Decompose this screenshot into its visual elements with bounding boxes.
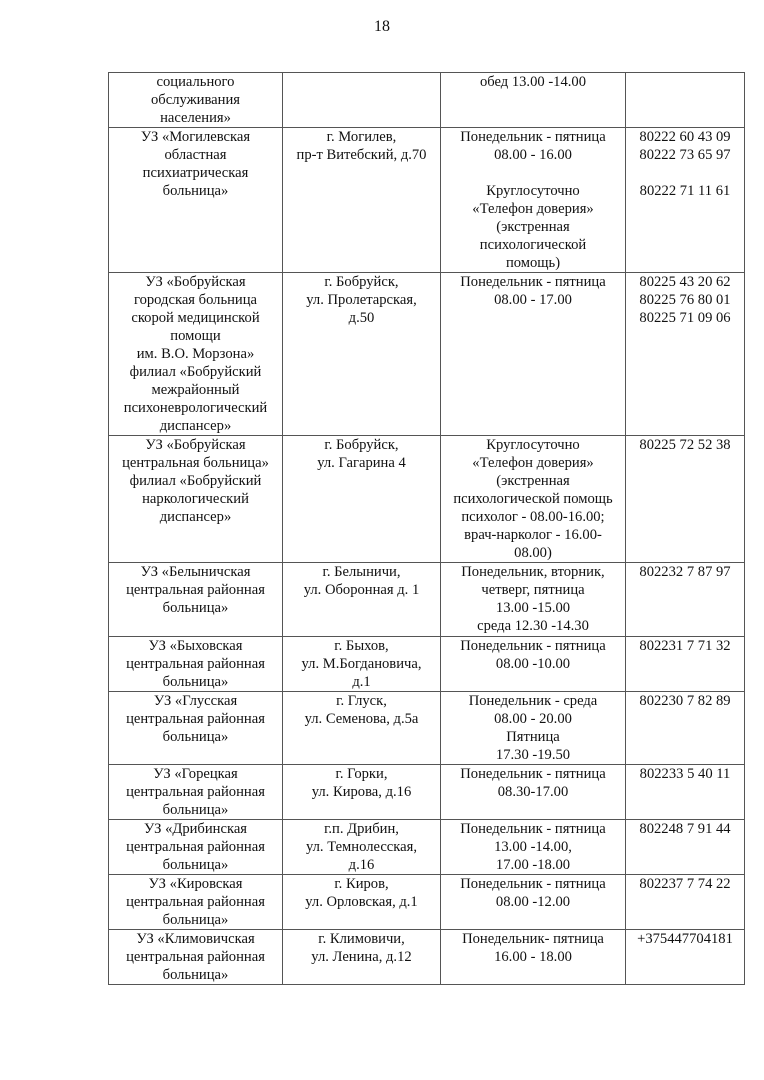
hours-cell: Понедельник - пятница 08.00 -10.00 bbox=[441, 637, 626, 692]
hours-cell: Понедельник - среда 08.00 - 20.00 Пятница 17.30 -19.50 bbox=[441, 692, 626, 765]
org-cell: УЗ «Могилевская областная психиатрическая больница» bbox=[109, 128, 283, 273]
hours-cell: Круглосуточно «Телефон доверия» (экстренная психологической помощь психолог - 08.00-16.00; врач-нарколог - 16.00- 08.00) bbox=[441, 436, 626, 563]
table-row bbox=[109, 436, 745, 563]
address-cell bbox=[283, 73, 441, 128]
org-cell: УЗ «Белыничская центральная районная больница» bbox=[109, 563, 283, 637]
phones-cell: 80225 72 52 38 bbox=[626, 436, 745, 563]
address-cell: г. Быхов, ул. М.Богдановича, д.1 bbox=[283, 637, 441, 692]
org-cell: УЗ «Кировская центральная районная больница» bbox=[109, 875, 283, 930]
phones-cell: 80222 60 43 09 80222 73 65 97 80222 71 11 61 bbox=[626, 128, 745, 273]
table-row bbox=[109, 563, 745, 637]
hours-cell: Понедельник - пятница 08.00 -12.00 bbox=[441, 875, 626, 930]
page-number: 18 bbox=[374, 18, 390, 35]
org-cell: УЗ «Бобруйская городская больница скорой медицинской помощи им. В.О. Морзона» филиал «Бобруйский межрайонный психоневрологический диспансер» bbox=[109, 273, 283, 436]
address-cell: г. Бобруйск, ул. Пролетарская, д.50 bbox=[283, 273, 441, 436]
hours-cell: Понедельник - пятница 13.00 -14.00, 17.00 -18.00 bbox=[441, 820, 626, 875]
hours-cell: Понедельник, вторник, четверг, пятница 13.00 -15.00 среда 12.30 -14.30 bbox=[441, 563, 626, 637]
hours-cell: Понедельник- пятница 16.00 - 18.00 bbox=[441, 930, 626, 985]
org-cell: УЗ «Глусская центральная районная больница» bbox=[109, 692, 283, 765]
address-cell: г. Климовичи, ул. Ленина, д.12 bbox=[283, 930, 441, 985]
address-cell: г. Киров, ул. Орловская, д.1 bbox=[283, 875, 441, 930]
table-row bbox=[109, 637, 745, 692]
phones-cell: 802230 7 82 89 bbox=[626, 692, 745, 765]
address-cell: г. Горки, ул. Кирова, д.16 bbox=[283, 765, 441, 820]
org-cell: УЗ «Дрибинская центральная районная больница» bbox=[109, 820, 283, 875]
org-cell: УЗ «Бобруйская центральная больница» филиал «Бобруйский наркологический диспансер» bbox=[109, 436, 283, 563]
address-cell: г.п. Дрибин, ул. Темнолесская, д.16 bbox=[283, 820, 441, 875]
org-cell: социального обслуживания населения» bbox=[109, 73, 283, 128]
address-cell: г. Глуск, ул. Семенова, д.5а bbox=[283, 692, 441, 765]
institutions-table bbox=[108, 72, 745, 985]
table-row bbox=[109, 765, 745, 820]
phones-cell: 802233 5 40 11 bbox=[626, 765, 745, 820]
phones-cell: 802231 7 71 32 bbox=[626, 637, 745, 692]
phones-cell bbox=[626, 73, 745, 128]
phones-cell: 802232 7 87 97 bbox=[626, 563, 745, 637]
address-cell: г. Могилев, пр-т Витебский, д.70 bbox=[283, 128, 441, 273]
hours-cell: Понедельник - пятница 08.30-17.00 bbox=[441, 765, 626, 820]
table-row bbox=[109, 875, 745, 930]
phones-cell: 802248 7 91 44 bbox=[626, 820, 745, 875]
address-cell: г. Белыничи, ул. Оборонная д. 1 bbox=[283, 563, 441, 637]
address-cell: г. Бобруйск, ул. Гагарина 4 bbox=[283, 436, 441, 563]
table-row bbox=[109, 73, 745, 128]
hours-cell: обед 13.00 -14.00 bbox=[441, 73, 626, 128]
phones-cell: 802237 7 74 22 bbox=[626, 875, 745, 930]
table-row bbox=[109, 128, 745, 273]
table-row bbox=[109, 692, 745, 765]
table-row bbox=[109, 820, 745, 875]
hours-cell: Понедельник - пятница 08.00 - 16.00 Круглосуточно «Телефон доверия» (экстренная психологической помощь) bbox=[441, 128, 626, 273]
hours-cell: Понедельник - пятница 08.00 - 17.00 bbox=[441, 273, 626, 436]
phones-cell: 80225 43 20 62 80225 76 80 01 80225 71 09 06 bbox=[626, 273, 745, 436]
org-cell: УЗ «Горецкая центральная районная больница» bbox=[109, 765, 283, 820]
org-cell: УЗ «Климовичская центральная районная больница» bbox=[109, 930, 283, 985]
table-row bbox=[109, 930, 745, 985]
phones-cell: +375447704181 bbox=[626, 930, 745, 985]
org-cell: УЗ «Быховская центральная районная больница» bbox=[109, 637, 283, 692]
table-row bbox=[109, 273, 745, 436]
